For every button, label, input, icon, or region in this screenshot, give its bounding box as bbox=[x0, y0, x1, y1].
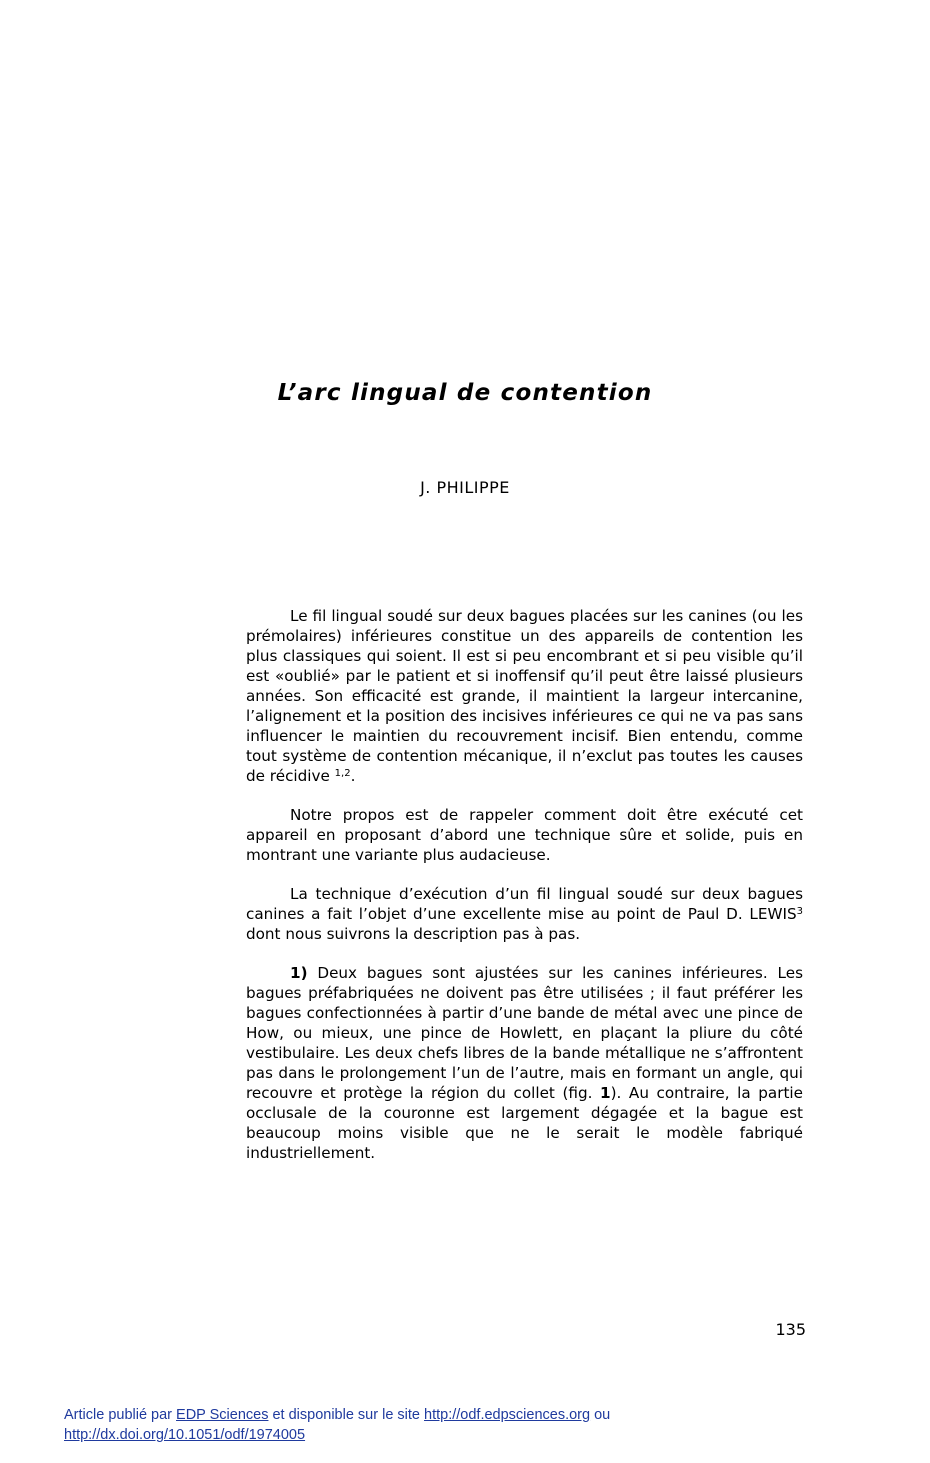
reference-1-2: 1,2 bbox=[334, 768, 351, 779]
paragraph-1-end: . bbox=[350, 767, 356, 785]
footer-text-1: Article publié par bbox=[64, 1407, 177, 1423]
paragraph-1-text: Le fil lingual soudé sur deux bagues placées sur les canines (ou les prémolaires) inférieures constitue un des appareils de contention les plus classiques qui soient. Il est si peu encombrant et si peu visible qu’il est «oublié» par le patient et si inoffensif qu’il peut être laissé plusieurs années. Son efficacité est grande, il maintient la largeur intercanine, l’alignement et la position des incisives inférieures ce qui ne va pas sans influencer le maintien du recouvrement incisif. Bien entendu, comme tout système de contention mécanique, il n’exclut pas toutes les causes de récidive bbox=[246, 607, 803, 785]
doi-link[interactable]: http://dx.doi.org/10.1051/odf/1974005 bbox=[64, 1427, 306, 1443]
paragraph-4-text-b: ). Au contraire, la partie occlusale de la couronne est largement dégagée et la bague est beaucoup moins visible que ne le serait le modèle fabriqué industriellement. bbox=[246, 1084, 803, 1162]
article-body bbox=[246, 606, 803, 1163]
footer-text-3: ou bbox=[590, 1407, 611, 1423]
edp-sciences-link[interactable]: EDP Sciences bbox=[176, 1407, 269, 1423]
paragraph-3-text-b: dont nous suivrons la description pas à pas. bbox=[246, 925, 581, 943]
paragraph-2: Notre propos est de rappeler comment doit être exécuté cet appareil en proposant d’abord une technique sûre et solide, puis en montrant une variante plus audacieuse. bbox=[246, 806, 803, 864]
paragraph-3 bbox=[246, 884, 803, 944]
page-number: 135 bbox=[775, 1320, 806, 1339]
footer-text-2: et disponible sur le site bbox=[268, 1407, 425, 1423]
author-name: J. PHILIPPE bbox=[420, 478, 510, 497]
paragraph-1 bbox=[246, 606, 803, 786]
paragraph-4-text-a: Deux bagues sont ajustées sur les canines inférieures. Les bagues préfabriquées ne doivent pas être utilisées ; il faut préférer les bagues confectionnées à partir d’une bande de métal avec une pince de How, ou mieux, une pince de Howlett, en plaçant la pliure du côté vestibulaire. Les deux chefs libres de la bande métallique ne s’affrontent pas dans le prolongement l’un de l’autre, mais en formant un angle, qui recouvre et protège la région du collet (fig. bbox=[246, 964, 803, 1102]
figure-reference: 1 bbox=[600, 1084, 611, 1102]
odf-site-link[interactable]: http://odf.edpsciences.org bbox=[424, 1407, 591, 1423]
footer-notice bbox=[64, 1405, 884, 1445]
step-number: 1) bbox=[290, 964, 308, 982]
paragraph-4 bbox=[246, 963, 803, 1163]
paragraph-3-text-a: La technique d’exécution d’un fil lingual soudé sur deux bagues canines a fait l’objet d’une excellente mise au point de Paul D. LEWIS bbox=[246, 885, 803, 923]
reference-3: 3 bbox=[796, 906, 803, 917]
article-title: L’arc lingual de contention bbox=[277, 380, 653, 406]
